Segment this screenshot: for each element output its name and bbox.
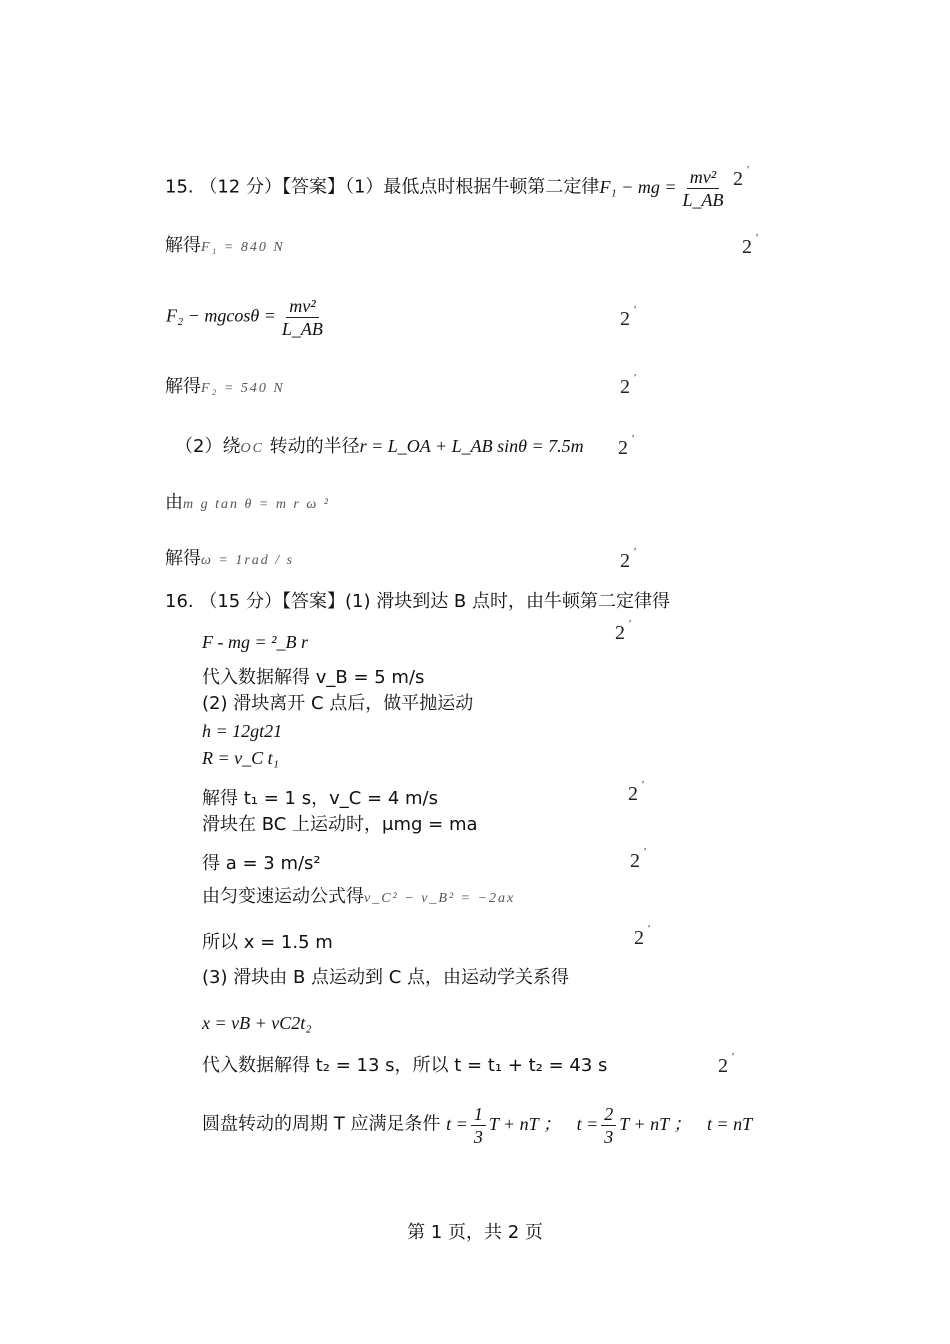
q15-eq1: F₁ − mg = $\frac{\text{mv²}}{L\_AB}$	[599, 167, 724, 210]
q15-eq2: F₂ − mgcosθ = $\frac{\text{mv²}}{L\_AB}$	[166, 296, 323, 339]
q15-solve3: 解得ω = 1rad / s	[165, 548, 295, 569]
q16-line2: 代入数据解得 v_B = 5 m/s	[202, 667, 425, 688]
q15-solve2: 解得F₂ = 540 N	[165, 376, 285, 397]
score-mark: 2 ′	[620, 372, 637, 398]
q16-header: 16. （15 分）【答案】(1) 滑块到达 B 点时，由牛顿第二定律得	[165, 591, 670, 612]
condition-3: t = nT	[707, 1113, 753, 1134]
score-mark: 2 ′	[634, 923, 651, 949]
q16-line8: 得 a = 3 m/s²	[202, 853, 321, 874]
q16-line5: R = v_C t₁	[202, 748, 279, 768]
q16-line11: (3) 滑块由 B 点运动到 C 点，由运动学关系得	[202, 967, 570, 988]
q16-line13: 代入数据解得 t₂ = 13 s，所以 t = t₁ + t₂ = 43 s	[202, 1055, 608, 1076]
score-mark: 2 ′	[615, 618, 632, 644]
q15-part2: （2）绕OC 转动的半径r = L_OA + L_AB sinθ = 7.5m	[175, 436, 584, 457]
page-footer: 第 1 页，共 2 页	[407, 1222, 543, 1243]
score-mark: 2 ′	[620, 546, 637, 572]
score-mark: 2 ′	[733, 164, 750, 190]
q15-header: 15. （12 分）【答案】（1）最低点时根据牛顿第二定律F₁ − mg = $\frac{\text{mv²}}{L\_AB}$	[165, 166, 730, 211]
score-mark: 2 ′	[630, 846, 647, 872]
q15-solve1: 解得F₁ = 840 N	[165, 235, 285, 256]
q16-line6: 解得 t₁ = 1 s，v_C = 4 m/s	[202, 788, 438, 809]
q16-line12: x = vB + vC2t₂	[202, 1013, 312, 1033]
score-mark: 2 ′	[718, 1051, 735, 1077]
q16-line14: 圆盘转动的周期 T 应满足条件 t = $\frac{1}{3}$ T + nT ； t = $\frac{2}{3}$ T + nT ； t = nT	[202, 1104, 753, 1147]
q16-line9: 由匀变速运动公式得v_C² − v_B² = −2ax	[202, 886, 516, 907]
condition-2: t = $\frac{2}{3}$ T + nT ；	[576, 1104, 692, 1147]
condition-1: t = $\frac{1}{3}$ T + nT ；	[446, 1104, 561, 1147]
score-mark: 2 ′	[618, 433, 635, 459]
q15-from: 由m g tan θ = m r ω ²	[165, 492, 330, 513]
score-mark: 2 ′	[620, 304, 637, 330]
q16-line3: (2) 滑块离开 C 点后，做平抛运动	[202, 693, 474, 714]
q16-line4: h = 12gt21	[202, 721, 283, 741]
q16-eq1: F - mg = ²_B r	[202, 632, 309, 652]
score-mark: 2 ′	[628, 779, 645, 805]
q16-line7: 滑块在 BC 上运动时，μmg = ma	[202, 814, 478, 835]
score-mark: 2 ′	[742, 232, 759, 258]
q16-line10: 所以 x = 1.5 m	[202, 932, 333, 953]
